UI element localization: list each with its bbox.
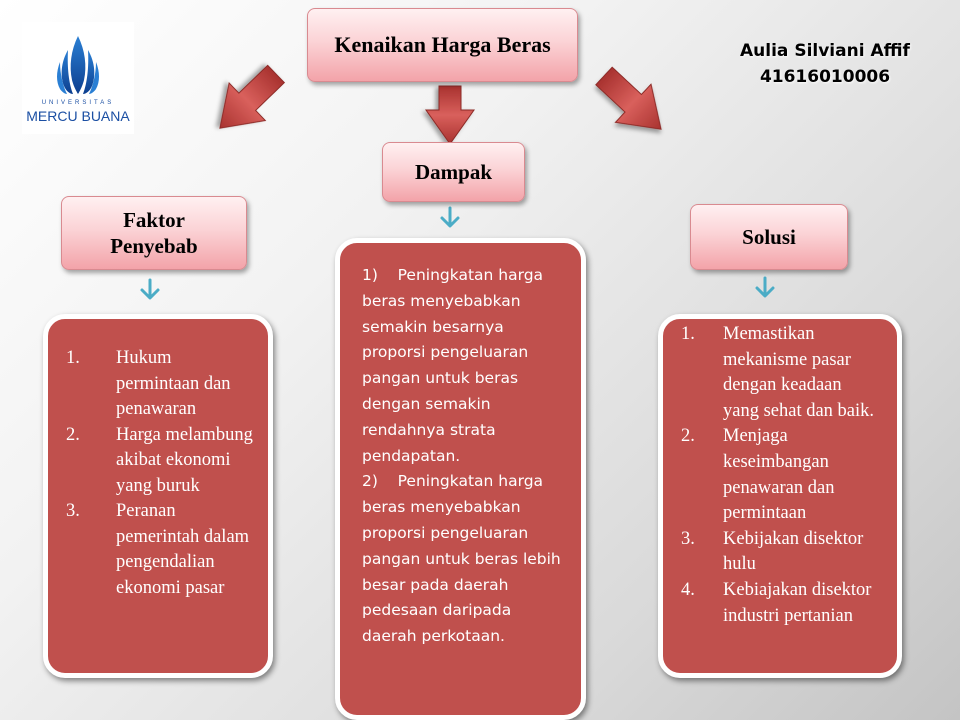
cause-list xyxy=(66,346,254,601)
title-text: Kenaikan Harga Beras xyxy=(334,32,551,57)
author-info xyxy=(740,38,910,90)
blue-arrow-cause xyxy=(142,280,158,298)
list-item: 1) Peningkatan harga beras menyebabkan semakin besarnya proporsi pengeluaran pangan untuk beras dengan semakin rendahnya strata pendapatan. xyxy=(362,266,544,465)
impact-list xyxy=(362,263,561,650)
list-item: 3. Kebijakan disektor hulu xyxy=(681,528,864,575)
cause-label-box xyxy=(61,196,247,270)
list-item: 2. Menjaga keseimbangan penawaran dan permintaan xyxy=(681,426,835,524)
cause-content-box xyxy=(43,314,273,678)
author-name: Aulia Silviani Affif xyxy=(740,41,910,61)
blue-arrow-impact xyxy=(442,208,458,226)
list-item: 2) Peningkatan harga beras menyebabkan proporsi pengeluaran pangan untuk beras lebih besar pada daerah pedesaan daripada daerah perkotaan. xyxy=(362,472,561,646)
arrow-to-solution xyxy=(586,57,679,148)
list-item: 2. Harga melambung akibat ekonomi yang buruk xyxy=(66,424,253,496)
logo-university-label: UNIVERSITAS xyxy=(41,100,115,106)
arrow-to-impact xyxy=(426,86,474,144)
solution-list xyxy=(681,322,879,629)
author-id: 41616010006 xyxy=(759,67,891,87)
solution-content-box xyxy=(658,314,902,678)
logo-university-name: MERCU BUANA xyxy=(26,108,130,124)
impact-label: Dampak xyxy=(414,160,493,184)
list-item: 1. Memastikan mekanisme pasar dengan keadaan yang sehat dan baik. xyxy=(681,324,875,421)
title-box xyxy=(307,8,578,82)
list-item: 4. Kebiajakan disektor industri pertanian xyxy=(681,579,872,626)
list-item: 1. Hukum permintaan dan penawaran xyxy=(66,348,231,419)
list-item: 3. Peranan pemerintah dalam pengendalian ekonomi pasar xyxy=(66,501,250,598)
university-logo xyxy=(22,22,134,134)
impact-label-box xyxy=(382,142,525,202)
arrow-to-cause xyxy=(202,55,294,147)
blue-arrow-solution xyxy=(757,278,773,296)
solution-label: Solusi xyxy=(742,225,796,249)
impact-content-box xyxy=(335,238,586,720)
solution-label-box xyxy=(690,204,848,270)
cause-label: Faktor Penyebab xyxy=(110,208,198,258)
